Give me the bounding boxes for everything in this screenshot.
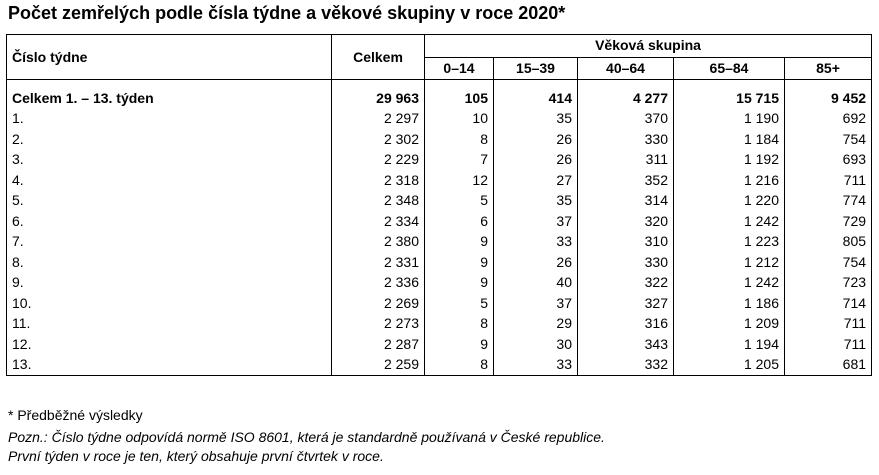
value-cell: 1 220 [674, 190, 785, 211]
value-cell: 314 [578, 190, 674, 211]
value-cell: 1 205 [674, 354, 785, 375]
header-age-65-84: 65–84 [674, 57, 785, 80]
total-cell: 2 287 [332, 334, 425, 355]
header-week: Číslo týdne [7, 35, 332, 80]
value-cell: 37 [494, 211, 578, 232]
total-cell: 2 259 [332, 354, 425, 375]
page-title: Počet zemřelých podle čísla týdne a věkové skupiny v roce 2020* [8, 3, 566, 23]
value-cell: 316 [578, 313, 674, 334]
value-cell: 26 [494, 149, 578, 170]
footnote-preliminary: * Předběžné výsledky [8, 407, 143, 423]
value-cell: 1 223 [674, 231, 785, 252]
table-row [7, 272, 872, 293]
value-cell: 26 [494, 129, 578, 150]
value-cell: 343 [578, 334, 674, 355]
table-row [7, 354, 872, 375]
value-cell: 754 [785, 129, 872, 150]
value-cell: 30 [494, 334, 578, 355]
value-cell: 1 186 [674, 293, 785, 314]
value-cell: 1 184 [674, 129, 785, 150]
table-row [7, 313, 872, 334]
value-cell: 754 [785, 252, 872, 273]
value-cell: 40 [494, 272, 578, 293]
table-row [7, 108, 872, 129]
summary-value: 15 715 [674, 80, 785, 109]
week-cell: 13. [7, 354, 332, 375]
value-cell: 9 [425, 231, 494, 252]
total-cell: 2 297 [332, 108, 425, 129]
value-cell: 370 [578, 108, 674, 129]
value-cell: 723 [785, 272, 872, 293]
total-cell: 2 273 [332, 313, 425, 334]
value-cell: 330 [578, 252, 674, 273]
total-cell: 2 348 [332, 190, 425, 211]
week-cell: 6. [7, 211, 332, 232]
week-cell: 10. [7, 293, 332, 314]
table-row [7, 231, 872, 252]
footnote-first-week-note: První týden v roce je ten, který obsahuje první čtvrtek v roce. [8, 448, 384, 464]
value-cell: 33 [494, 231, 578, 252]
value-cell: 774 [785, 190, 872, 211]
value-cell: 35 [494, 190, 578, 211]
value-cell: 327 [578, 293, 674, 314]
total-cell: 2 380 [332, 231, 425, 252]
value-cell: 1 194 [674, 334, 785, 355]
value-cell: 310 [578, 231, 674, 252]
value-cell: 714 [785, 293, 872, 314]
header-total: Celkem [332, 35, 425, 80]
week-cell: 4. [7, 170, 332, 191]
week-cell: 11. [7, 313, 332, 334]
value-cell: 8 [425, 313, 494, 334]
summary-row [7, 80, 872, 109]
week-cell: 7. [7, 231, 332, 252]
table-row [7, 190, 872, 211]
value-cell: 6 [425, 211, 494, 232]
table-row [7, 170, 872, 191]
table-row [7, 129, 872, 150]
table-row [7, 334, 872, 355]
value-cell: 1 190 [674, 108, 785, 129]
value-cell: 27 [494, 170, 578, 191]
value-cell: 8 [425, 129, 494, 150]
summary-value: 4 277 [578, 80, 674, 109]
value-cell: 37 [494, 293, 578, 314]
total-cell: 2 302 [332, 129, 425, 150]
value-cell: 681 [785, 354, 872, 375]
total-cell: 2 336 [332, 272, 425, 293]
week-cell: 5. [7, 190, 332, 211]
total-cell: 2 334 [332, 211, 425, 232]
value-cell: 29 [494, 313, 578, 334]
value-cell: 1 212 [674, 252, 785, 273]
total-cell: 2 229 [332, 149, 425, 170]
table-row [7, 293, 872, 314]
value-cell: 711 [785, 313, 872, 334]
value-cell: 311 [578, 149, 674, 170]
header-age-40-64: 40–64 [578, 57, 674, 80]
week-cell: 12. [7, 334, 332, 355]
value-cell: 26 [494, 252, 578, 273]
value-cell: 692 [785, 108, 872, 129]
header-age-group: Věková skupina [425, 35, 872, 58]
week-cell: 9. [7, 272, 332, 293]
value-cell: 1 242 [674, 272, 785, 293]
summary-label: Celkem 1. – 13. týden [7, 80, 332, 109]
value-cell: 320 [578, 211, 674, 232]
value-cell: 7 [425, 149, 494, 170]
value-cell: 5 [425, 190, 494, 211]
summary-value: 414 [494, 80, 578, 109]
value-cell: 1 192 [674, 149, 785, 170]
value-cell: 330 [578, 129, 674, 150]
value-cell: 729 [785, 211, 872, 232]
summary-value: 9 452 [785, 80, 872, 109]
header-age-15-39: 15–39 [494, 57, 578, 80]
week-cell: 1. [7, 108, 332, 129]
value-cell: 352 [578, 170, 674, 191]
value-cell: 1 209 [674, 313, 785, 334]
value-cell: 1 216 [674, 170, 785, 191]
value-cell: 322 [578, 272, 674, 293]
week-cell: 8. [7, 252, 332, 273]
value-cell: 711 [785, 170, 872, 191]
total-cell: 2 331 [332, 252, 425, 273]
value-cell: 805 [785, 231, 872, 252]
value-cell: 9 [425, 252, 494, 273]
value-cell: 10 [425, 108, 494, 129]
footnote-iso-note: Pozn.: Číslo týdne odpovídá normě ISO 8601, která je standardně používaná v České republice. [8, 429, 605, 445]
total-cell: 2 269 [332, 293, 425, 314]
value-cell: 12 [425, 170, 494, 191]
total-cell: 2 318 [332, 170, 425, 191]
header-age-0-14: 0–14 [425, 57, 494, 80]
value-cell: 693 [785, 149, 872, 170]
value-cell: 1 242 [674, 211, 785, 232]
summary-value: 105 [425, 80, 494, 109]
week-cell: 2. [7, 129, 332, 150]
summary-total: 29 963 [332, 80, 425, 109]
value-cell: 9 [425, 334, 494, 355]
table-row [7, 149, 872, 170]
value-cell: 33 [494, 354, 578, 375]
table-row [7, 252, 872, 273]
table-row [7, 211, 872, 232]
value-cell: 5 [425, 293, 494, 314]
value-cell: 332 [578, 354, 674, 375]
header-age-85-plus: 85+ [785, 57, 872, 80]
value-cell: 711 [785, 334, 872, 355]
value-cell: 8 [425, 354, 494, 375]
week-cell: 3. [7, 149, 332, 170]
value-cell: 9 [425, 272, 494, 293]
value-cell: 35 [494, 108, 578, 129]
deaths-table [6, 34, 872, 376]
